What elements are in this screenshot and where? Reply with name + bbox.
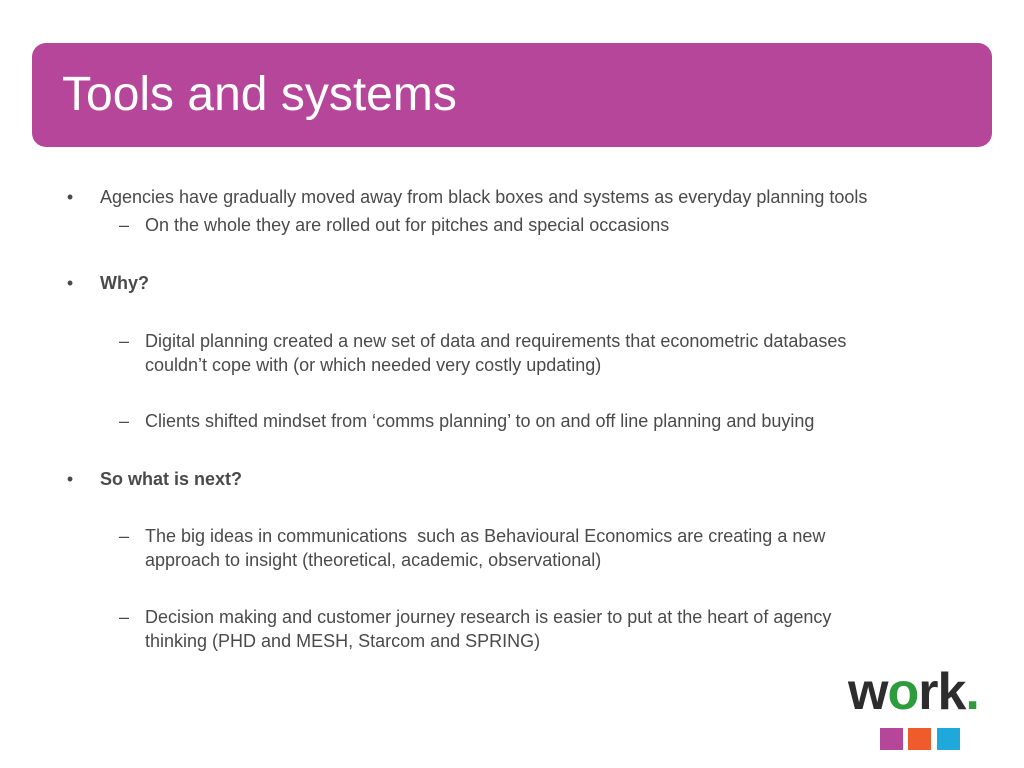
bullet-text: Agencies have gradually moved away from black boxes and systems as everyday planning tools [100,187,868,207]
sub-item-4 [118,524,826,572]
sub-item-line: thinking (PHD and MESH, Starcom and SPRING) [145,631,541,651]
sub-item-line: approach to insight (theoretical, academic, observational) [145,550,602,570]
sub-item-text: Clients shifted mindset from ‘comms planning’ to on and off line planning and buying [145,411,815,431]
sub-item-1 [118,213,670,237]
logo-wordmark [848,664,979,720]
bullet-item-why [66,271,149,295]
sub-item-line: Decision making and customer journey research is easier to put at the heart of agency [145,607,832,627]
bullet-text: Why? [100,273,149,293]
sub-item-line: The big ideas in communications such as Behavioural Economics are creating a new [145,526,826,546]
sub-item-line: couldn’t cope with (or which needed very costly updating) [145,355,602,375]
slide-title: Tools and systems [62,68,457,121]
work-logo [848,663,1008,754]
logo-dot: . [965,663,979,721]
bullet-icon: • [66,469,74,489]
bullet-text: So what is next? [100,469,243,489]
dash-icon: – [118,526,129,546]
sub-item-3 [118,409,815,433]
bullet-icon: • [66,273,74,293]
bullet-item-next [66,467,243,491]
logo-letter-w: w [848,663,888,721]
sub-item-5 [118,605,832,653]
sub-item-2 [118,329,847,377]
bullet-icon: • [66,187,74,207]
bullet-item-1 [66,185,868,209]
logo-letter-o: o [887,663,919,721]
dash-icon: – [118,607,129,627]
dash-icon: – [118,331,129,351]
dash-icon: – [118,411,129,431]
sub-item-text: On the whole they are rolled out for pitches and special occasions [145,215,670,235]
logo-square-blue [937,728,960,750]
dash-icon: – [118,215,129,235]
logo-letters-rk: rk [918,663,966,721]
sub-item-line: Digital planning created a new set of data and requirements that econometric databases [145,331,847,351]
logo-square-purple [880,728,903,750]
logo-square-orange [908,728,931,750]
